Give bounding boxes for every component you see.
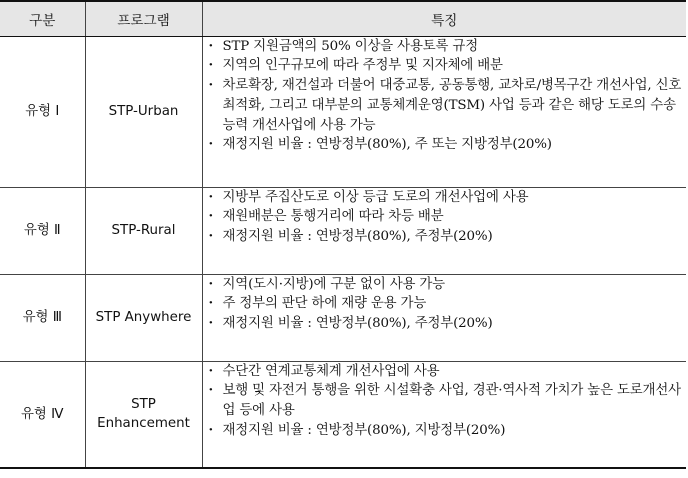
table-header <box>0 1 686 36</box>
feature-item: · 지역의 인구규모에 따라 주정부 및 지자체에 배분 <box>223 56 687 76</box>
feature-item: · 주 정부의 판단 하에 재량 운용 가능 <box>223 294 687 314</box>
feature-item: · 재정지원 비율 : 연방정부(80%), 주정부(20%) <box>223 314 687 334</box>
row-program-cell: STP-Rural <box>85 187 202 274</box>
feature-item: · 지역(도시·지방)에 구분 없이 사용 가능 <box>223 275 687 295</box>
row-type-cell: 유형 Ⅳ <box>0 361 85 468</box>
row-features-cell <box>202 361 686 468</box>
feature-item: · 재원배분은 통행거리에 따라 차등 배분 <box>223 207 687 227</box>
header-category: 구분 <box>0 1 85 36</box>
feature-item: · 지방부 주집산도로 이상 등급 도로의 개선사업에 사용 <box>223 188 687 208</box>
row-program-cell: STP-Urban <box>85 36 202 187</box>
row-type-cell: 유형 Ⅲ <box>0 274 85 361</box>
table-body <box>0 36 686 468</box>
row-type-cell: 유형 Ⅱ <box>0 187 85 274</box>
table-row <box>0 361 686 468</box>
header-features: 특징 <box>202 1 686 36</box>
feature-item: · 재정지원 비율 : 연방정부(80%), 지방정부(20%) <box>223 421 687 441</box>
feature-item: · 보행 및 자전거 통행을 위한 시설확충 사업, 경관·역사적 가치가 높은 도로개선사업 등에 사용 <box>223 381 687 421</box>
row-program-cell <box>85 361 202 468</box>
feature-list <box>203 275 687 334</box>
feature-item: · 재정지원 비율 : 연방정부(80%), 주 또는 지방정부(20%) <box>223 135 687 155</box>
row-features-cell <box>202 274 686 361</box>
program-name-line: STP <box>131 397 156 413</box>
feature-list <box>203 37 687 156</box>
header-program: 프로그램 <box>85 1 202 36</box>
header-row <box>0 1 686 36</box>
row-type-cell: 유형 Ⅰ <box>0 36 85 187</box>
row-features-cell <box>202 187 686 274</box>
feature-list <box>203 188 687 247</box>
feature-item: · STP 지원금액의 50% 이상을 사용토록 규정 <box>223 37 687 57</box>
table-row <box>0 36 686 187</box>
row-features-cell <box>202 36 686 187</box>
feature-item: · 차로확장, 재건설과 더불어 대중교통, 공동통행, 교차로/병목구간 개선사업, 신호최적화, 그리고 대부분의 교통체계운영(TSM) 사업 등과 같은 해당 도로의 수송능력 개선사업에 사용 가능 <box>223 76 687 135</box>
feature-list <box>203 362 687 441</box>
table-row <box>0 187 686 274</box>
feature-item: · 재정지원 비율 : 연방정부(80%), 주정부(20%) <box>223 227 687 247</box>
program-name-line: Enhancement <box>97 416 190 432</box>
table-row <box>0 274 686 361</box>
row-program-cell: STP Anywhere <box>85 274 202 361</box>
feature-item: · 수단간 연계교통체계 개선사업에 사용 <box>223 362 687 382</box>
